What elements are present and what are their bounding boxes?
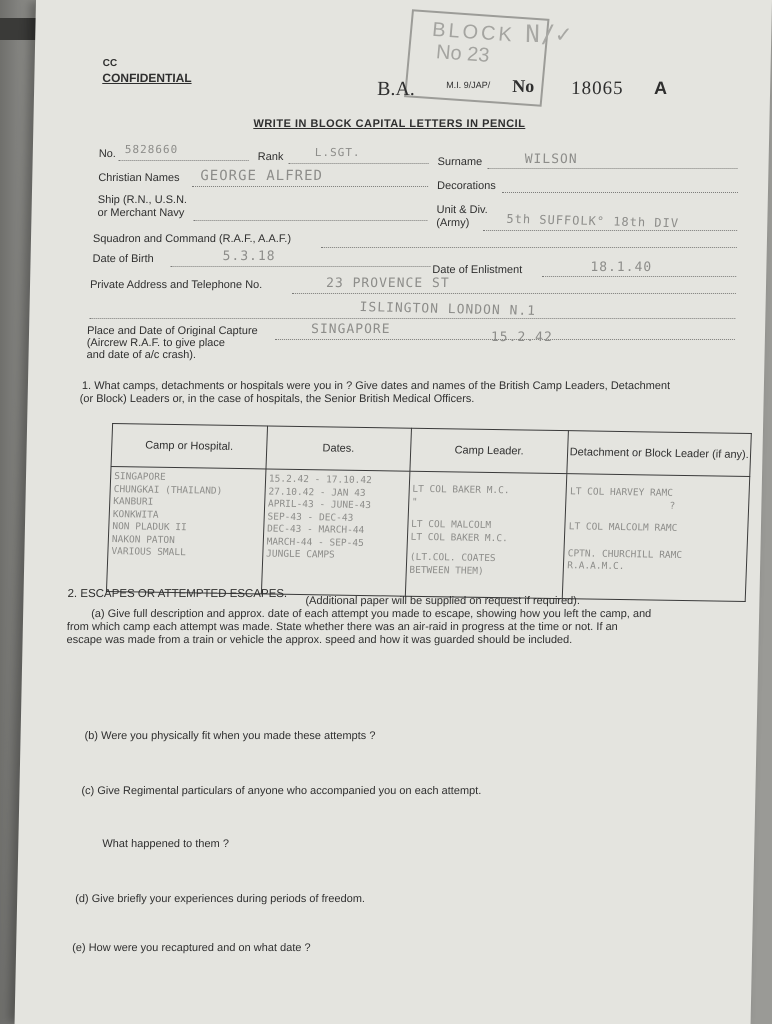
christian-names-label: Christian Names bbox=[98, 172, 180, 184]
question-2-note: (Additional paper will be supplied on request if required). bbox=[305, 595, 581, 607]
dates-cell bbox=[261, 469, 409, 596]
detachment-cell bbox=[563, 474, 750, 602]
leader-entry: (LT.COL. COATES bbox=[409, 551, 496, 565]
question-2c: (c) Give Regimental particulars of anyone who accompanied you on each attempt. bbox=[81, 785, 482, 797]
address-label: Private Address and Telephone No. bbox=[89, 279, 263, 291]
question-2b: (b) Were you physically fit when you made these attempts ? bbox=[84, 730, 376, 742]
capture-date: 15.2.42 bbox=[490, 330, 553, 345]
enlistment-value: 18.1.40 bbox=[590, 260, 653, 275]
date-entry: 27.10.42 - JAN 43 bbox=[268, 485, 366, 499]
question-2e: (e) How were you recaptured and on what date ? bbox=[72, 942, 311, 954]
unit-label-2: (Army) bbox=[436, 217, 470, 229]
question-2d: (d) Give briefly your experiences during periods of freedom. bbox=[75, 893, 366, 905]
leader-entry: LT COL BAKER M.C. bbox=[412, 483, 510, 497]
capture-label-3: and date of a/c crash). bbox=[86, 349, 197, 361]
surname-value: WILSON bbox=[524, 152, 578, 167]
leader-entry: BETWEEN THEM) bbox=[409, 564, 484, 577]
question-2a-line-1: (a) Give full description and approx. date of each attempt you made to escape, showing how you left the camp, and bbox=[91, 608, 652, 620]
leader-entry: LT COL BAKER M.C. bbox=[410, 531, 508, 544]
service-number: 5828660 bbox=[124, 143, 179, 156]
form-page bbox=[15, 0, 772, 1024]
camp-entry: SINGAPORE bbox=[113, 471, 166, 483]
question-1-line-2: (or Block) Leaders or, in the case of hospitals, the Senior British Medical Officers. bbox=[79, 393, 475, 405]
mi-reference: M.I. 9/JAP/ bbox=[446, 80, 491, 90]
detachment-entry: LT COL HARVEY RAMC bbox=[569, 486, 674, 499]
capture-label-2: (Aircrew R.A.F. to give place bbox=[86, 337, 226, 349]
question-2a-line-3: escape was made from a train or vehicle the approx. speed and how it was guarded should be included. bbox=[66, 634, 573, 646]
date-entry: SEP-43 - DEC-43 bbox=[267, 510, 354, 524]
detachment-entry: ? bbox=[669, 500, 676, 512]
camp-cell bbox=[106, 467, 265, 594]
number-label: No bbox=[511, 76, 535, 96]
dob-value: 5.3.18 bbox=[222, 249, 276, 264]
ship-label-2: or Merchant Navy bbox=[97, 207, 185, 219]
surname-label: Surname bbox=[437, 156, 483, 168]
camp-entry: NAKON PATON bbox=[111, 533, 175, 546]
date-entry: JUNGLE CAMPS bbox=[265, 548, 335, 561]
header-dates: Dates. bbox=[266, 426, 411, 471]
detachment-entry: R.A.A.M.C. bbox=[567, 560, 625, 573]
enlistment-label: Date of Enlistment bbox=[432, 264, 523, 276]
table-row bbox=[106, 467, 749, 602]
question-2c-follow: What happened to them ? bbox=[102, 838, 230, 850]
leader-entry: LT COL MALCOLM bbox=[410, 518, 492, 531]
question-2a-line-2: from which camp each attempt was made. State whether there was an air-raid in progress at the time or not. If an bbox=[66, 621, 618, 633]
stamp-line-2: No 23 bbox=[435, 41, 491, 67]
leader-entry: " bbox=[411, 496, 418, 508]
camp-entry: VARIOUS SMALL bbox=[111, 546, 186, 559]
question-1-line-1: 1. What camps, detachments or hospitals were you in ? Give dates and names of the British Camp Leaders, Detachment bbox=[81, 380, 671, 392]
detachment-entry: CPTN. CHURCHILL RAMC bbox=[567, 547, 683, 561]
camp-entry: CHUNGKAI (THAILAND) bbox=[113, 483, 223, 497]
header-detachment: Detachment or Block Leader (if any). bbox=[567, 431, 751, 477]
date-entry: MARCH-44 - SEP-45 bbox=[266, 535, 364, 549]
handwritten-tick: N/✓ bbox=[524, 20, 572, 48]
detachment-entry: LT COL MALCOLM RAMC bbox=[568, 521, 678, 534]
rank-value: L.SGT. bbox=[314, 146, 361, 159]
question-2-title: 2. ESCAPES OR ATTEMPTED ESCAPES. bbox=[67, 588, 288, 600]
header-camp-leader: Camp Leader. bbox=[410, 428, 569, 473]
camp-entry: KONKWITA bbox=[112, 508, 159, 521]
unit-value: 5th SUFFOLK° 18th DIV bbox=[506, 211, 680, 231]
instruction-heading: WRITE IN BLOCK CAPITAL LETTERS IN PENCIL bbox=[253, 118, 526, 130]
form-serial: 18065 bbox=[570, 78, 624, 99]
stamp-line-1: BLOCK bbox=[431, 18, 516, 47]
header-camp: Camp or Hospital. bbox=[111, 424, 267, 469]
address-line-2: ISLINGTON LONDON N.1 bbox=[359, 299, 537, 320]
squadron-label: Squadron and Command (R.A.F., A.A.F.) bbox=[92, 233, 292, 245]
christian-names-value: GEORGE ALFRED bbox=[200, 168, 324, 184]
date-entry: 15.2.42 - 17.10.42 bbox=[268, 473, 372, 487]
dob-label: Date of Birth bbox=[92, 253, 154, 265]
no-label: No. bbox=[98, 148, 117, 160]
date-entry: APRIL-43 - JUNE-43 bbox=[267, 498, 372, 512]
stamp-ba: B.A. bbox=[376, 78, 416, 100]
leader-cell bbox=[405, 471, 567, 598]
unit-label-1: Unit & Div. bbox=[436, 204, 488, 216]
capture-label-1: Place and Date of Original Capture bbox=[86, 325, 258, 337]
address-line-1: 23 PROVENCE ST bbox=[325, 276, 450, 291]
cc-mark: CC bbox=[102, 58, 118, 69]
confidential-label: CONFIDENTIAL bbox=[102, 71, 192, 85]
capture-place: SINGAPORE bbox=[310, 322, 391, 337]
camp-entry: NON PLADUK II bbox=[112, 521, 187, 534]
form-suffix: A bbox=[653, 78, 668, 98]
decorations-label: Decorations bbox=[436, 180, 496, 192]
camp-entry: KANBURI bbox=[113, 496, 154, 508]
date-entry: DEC-43 - MARCH-44 bbox=[266, 523, 365, 537]
camps-table bbox=[106, 423, 752, 602]
rank-label: Rank bbox=[257, 151, 284, 163]
ship-label-1: Ship (R.N., U.S.N. bbox=[97, 194, 188, 206]
